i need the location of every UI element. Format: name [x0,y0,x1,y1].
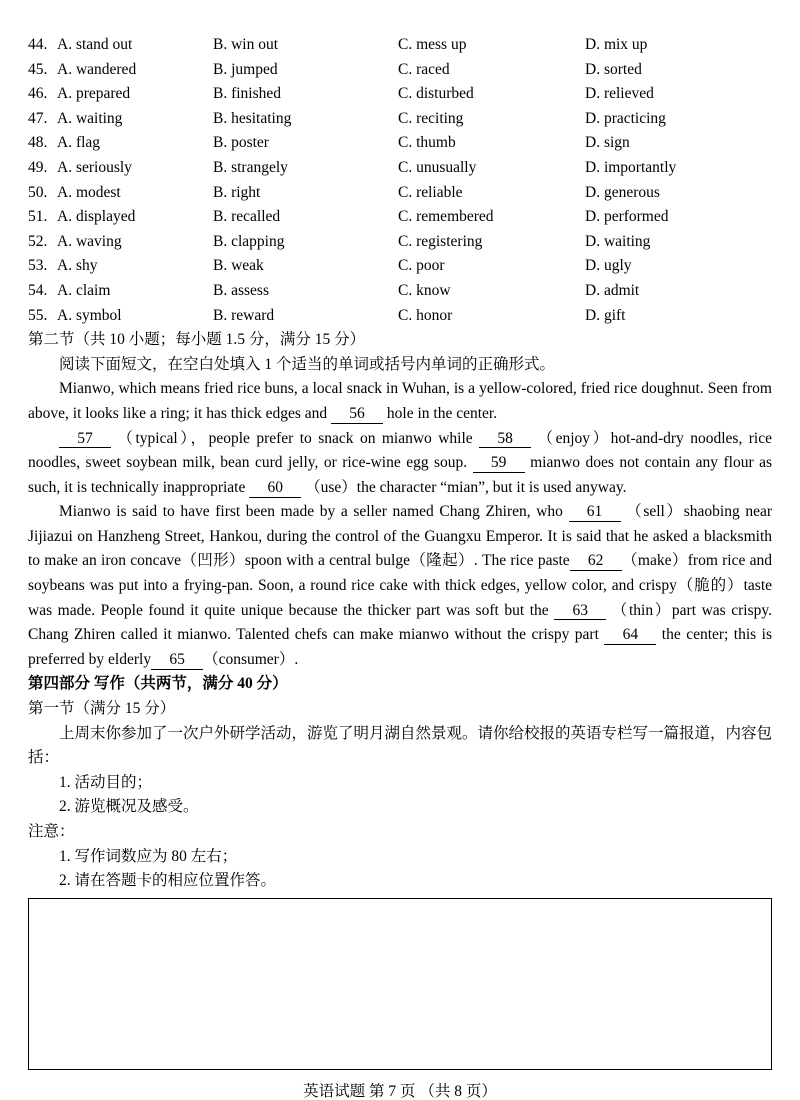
note-item-1: 1. 写作词数应为 80 左右； [59,847,238,865]
question-number: 51. [28,208,48,226]
mc-question-row [28,82,772,107]
mc-question-row [28,58,772,83]
option-d: D. practicing [585,109,666,127]
option-a: A. prepared [57,85,131,103]
question-number: 52. [28,232,48,250]
question-number: 53. [28,257,48,275]
question-number: 49. [28,158,48,176]
question-number: 47. [28,109,48,127]
option-b: B. hesitating [213,109,292,127]
mc-question-row [28,279,772,304]
mc-question-row [28,304,772,329]
mc-question-row [28,181,772,206]
question-number: 50. [28,183,48,201]
blank-58: 58 [479,430,531,449]
answer-box [28,898,772,1070]
cloze-instruction: 阅读下面短文，在空白处填入 1 个适当的单词或括号内单词的正确形式。 [59,355,556,373]
option-d: D. relieved [585,85,654,103]
mc-question-row [28,33,772,58]
blank-64: 64 [604,626,656,645]
blank-56: 56 [331,405,383,424]
cloze-paragraph: Mianwo, which means fried rice buns, a local snack in Wuhan, is a yellow-colored, fried rice doughnut. Seen from above, it looks like a ring; it has thick edges and 56 hole in the center. [28,380,772,422]
mc-question-row [28,205,772,230]
question-number: 48. [28,134,48,152]
option-a: A. displayed [57,208,136,226]
option-c: C. disturbed [398,85,474,103]
option-c: C. reciting [398,109,464,127]
mc-question-row [28,156,772,181]
option-b: B. clapping [213,232,285,250]
option-a: A. seriously [57,158,132,176]
option-d: D. sorted [585,60,642,78]
section1-heading: 第一节（满分 15 分） [28,700,176,718]
option-a: A. symbol [57,306,122,324]
option-d: D. performed [585,208,669,226]
option-c: C. reliable [398,183,463,201]
option-d: D. ugly [585,257,632,275]
option-c: C. mess up [398,36,467,53]
option-b: B. recalled [213,208,281,226]
blank-61: 61 [569,503,621,522]
option-a: A. modest [57,183,121,201]
option-a: A. waiting [57,109,123,127]
option-c: C. poor [398,257,445,275]
writing-prompt: 上周末你参加了一次户外研学活动，游览了明月湖自然景观。请你给校报的英语专栏写一篇报道，内容包括： [28,724,773,767]
option-d: D. generous [585,183,660,201]
question-number: 54. [28,281,48,299]
option-d: D. gift [585,306,626,324]
option-a: A. waving [57,232,122,250]
blank-60: 60 [249,479,301,498]
option-c: C. honor [398,306,453,324]
option-d: D. mix up [585,36,648,53]
note-item-2: 2. 请在答题卡的相应位置作答。 [59,872,277,890]
blank-59: 59 [473,454,525,473]
option-d: D. admit [585,281,640,299]
option-c: C. thumb [398,134,456,152]
option-b: B. strangely [213,158,288,176]
option-c: C. registering [398,232,483,250]
blank-62: 62 [570,552,622,571]
option-b: B. weak [213,257,264,275]
option-d: D. importantly [585,158,677,176]
option-a: A. stand out [57,36,133,53]
option-b: B. reward [213,306,275,324]
option-d: D. waiting [585,232,651,250]
mc-question-row [28,230,772,255]
blank-63: 63 [554,602,606,621]
page-footer: 英语试题 第 7 页 （共 8 页） [303,1082,497,1100]
mc-question-row [28,254,772,279]
option-d: D. sign [585,134,630,152]
cloze-paragraph: 57 （typical），people prefer to snack on mianwo while 58 （enjoy）hot-and-dry noodles, rice noodles, sweet soybean milk, bean curd jelly, or rice-wine egg soup. 59 mianwo does not contain any flour as such, it is technically inappropriate 60 （use）the character “mian”, but it is used anyway. [28,429,773,496]
question-number: 45. [28,60,48,78]
cloze-passage [28,377,772,672]
question-number: 55. [28,306,48,324]
section2-heading: 第二节（共 10 小题；每小题 1.5 分，满分 15 分） [28,331,366,349]
notes-label: 注意： [28,823,75,840]
option-a: A. flag [57,134,101,152]
blank-65: 65 [151,651,203,670]
option-a: A. claim [57,281,111,299]
option-a: A. wandered [57,60,137,78]
blank-57: 57 [59,430,111,449]
question-number: 44. [28,36,48,53]
mc-question-row [28,131,772,156]
option-c: C. remembered [398,208,494,226]
question-number: 46. [28,85,48,103]
option-c: C. unusually [398,158,477,176]
option-b: B. poster [213,134,269,152]
option-b: B. win out [213,36,279,53]
option-b: B. finished [213,85,282,103]
part4-heading: 第四部分 写作（共两节，满分 40 分） [28,675,288,693]
multiple-choice-table [28,33,772,328]
option-b: B. jumped [213,60,278,78]
writing-point-2: 2. 游览概况及感受。 [59,798,199,816]
option-c: C. know [398,281,451,299]
mc-question-row [28,107,772,132]
option-b: B. right [213,183,261,201]
option-c: C. raced [398,60,450,78]
option-b: B. assess [213,281,269,299]
writing-point-1: 1. 活动目的； [59,773,153,791]
option-a: A. shy [57,257,98,275]
cloze-paragraph: Mianwo is said to have first been made by a seller named Chang Zhiren, who 61 （sell）shaobing near Jijiazui on Hanzheng Street, Hankou, during the control of the Guangxu Emperor. It is said that he asked a blacksmith to make an iron concave（凹形）spoon with a central bulge（隆起）. The rice paste 62 （make）from rice and soybeans was put into a frying-pan. Soon, a round rice cake with thick edges, yellow color, and crispy（脆的）taste was made. People found it quite unique because the thicker part was soft but the 63 （thin）part was crispy. Chang Zhiren called it mianwo. Talented chefs can make mianwo without the crispy part 64 the center; this is preferred by elderly 65 （consumer）. [28,503,772,668]
